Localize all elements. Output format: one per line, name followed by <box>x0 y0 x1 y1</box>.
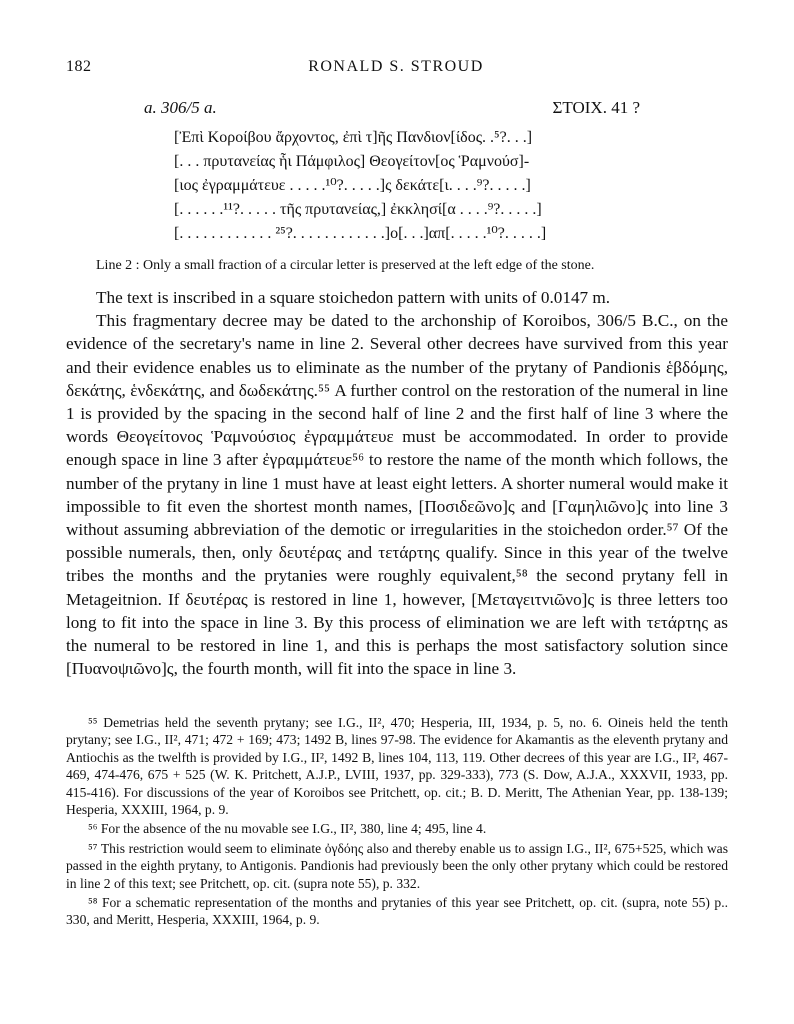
inscription-text <box>174 126 614 246</box>
inscription-line: [Ἐπὶ Κοροίβου ἄρχοντος, ἐπὶ τ]ῆς Πανδιον[ίδος. .⁵?. . .] <box>174 129 533 146</box>
body-paragraph: This fragmentary decree may be dated to the archonship of Koroibos, 306/5 B.C., on the evidence of the secretary's name in line 2. Several other decrees have survived from this year and their evidence enables us to eliminate as the number of the prytany of Pandionis ἑβδόμης, δεκάτης, ἑνδεκάτης, and δωδεκάτης.⁵⁵ A further control on the restoration of the numeral in line 1 is provided by the spacing in the second half of line 2 and the first half of line 3 where the words Θεογείτονος Ῥαμνούσιος ἐγραμμάτευε must be accommodated. In order to provide enough space in line 3 after ἐγραμμάτευε⁵⁶ to restore the name of the month which follows, the number of the prytany in line 1 must have at least eight letters. A shorter numeral would make it impossible to fit even the shortest month names, [Ποσιδεῶνο]ς and [Γαμηλιῶνο]ς into line 3 without assuming abbreviation of the demotic or irregularities in the stoichedon order.⁵⁷ Of the possible numerals, then, only δευτέρας and τετάρτης qualify. Since in this year of the twelve tribes the months and the prytanies were roughly equivalent,⁵⁸ the second prytany fell in Metageitnion. If δευτέρας is restored in line 1, however, [Μεταγειτνιῶνο]ς is three letters too long to fit into the space in line 3. By this process of elimination we are left with τετάρτης as the numeral to be restored in line 1, and this is perhaps the most satisfactory solution since [Πυανοψιῶνο]ς, the fourth month, will fit into the space in line 3. <box>66 311 728 679</box>
page-number: 182 <box>66 58 92 75</box>
inscription-date: a. 306/5 a. <box>144 98 217 117</box>
apparatus-note: Line 2 : Only a small fraction of a circular letter is preserved at the left edge of the stone. <box>96 258 595 273</box>
page-header <box>66 58 726 80</box>
inscription-line: [. . . . . .¹¹?. . . . . τῆς πρυτανείας,] ἐκκλησί[α . . . .⁹?. . . . .] <box>174 201 542 218</box>
footnote: ⁵⁵ Demetrias held the seventh prytany; see I.G., II², 470; Hesperia, III, 1934, p. 5, no. 6. Oineis held the tenth prytany; see I.G., II², 471; 472 + 169; 473; 1492 B, lines 97-98. The evidence for Akamantis as the eleventh prytany and Antiochis as the twelfth is provided by I.G., II², 1492 B, lines 104, 113, 119. Other decrees of this year are I.G., II², 467-469, 474-476, 675 + 525 (W. K. Pritchett, A.J.P., LVIII, 1937, pp. 329-333), 773 (S. Dow, A.J.A., XXXVII, 1933, pp. 415-416). For discussions of the year of Koroibos see Pritchett, op. cit.; B. D. Meritt, The Athenian Year, pp. 138-139; Hesperia, XXXIII, 1964, p. 9. <box>66 715 728 818</box>
stoichedon-label: ΣΤΟΙΧ. 41 ? <box>552 98 640 117</box>
inscription-line: [. . . πρυτανείας ἧι Πάμφιλος] Θεογείτον[ος Ῥαμνούσ]- <box>174 153 530 170</box>
body-paragraph: The text is inscribed in a square stoichedon pattern with units of 0.0147 m. <box>96 288 611 307</box>
inscription-line: [. . . . . . . . . . . . ²⁵?. . . . . . . . . . . .]ο[. . .]απ[. . . . .¹⁰?. . . . .] <box>174 225 547 242</box>
inscription-line: [ιος ἐγραμμάτευε . . . . .¹⁰?. . . . .]ς δεκάτε[ι. . . .⁹?. . . . .] <box>174 177 531 194</box>
footnote: ⁵⁷ This restriction would seem to eliminate ὀγδόης also and thereby enable us to assign I.G., II², 675+525, which was passed in the eighth prytany, to Antigonis. Pandionis had previously been the only other prytany which could be restored in line 2 of this text; see Pritchett, op. cit. (supra note 55), p. 332. <box>66 840 728 891</box>
body-text <box>66 286 728 680</box>
footnote: ⁵⁸ For a schematic representation of the months and prytanies of this year see Pritchett, op. cit. (supra, note 55) p.. 330, and Meritt, Hesperia, XXXIII, 1964, p. 9. <box>66 895 728 928</box>
running-title: RONALD S. STROUD <box>308 58 484 75</box>
footnote: ⁵⁶ For the absence of the nu movable see I.G., II², 380, line 4; 495, line 4. <box>88 821 487 837</box>
footnotes <box>66 714 728 931</box>
